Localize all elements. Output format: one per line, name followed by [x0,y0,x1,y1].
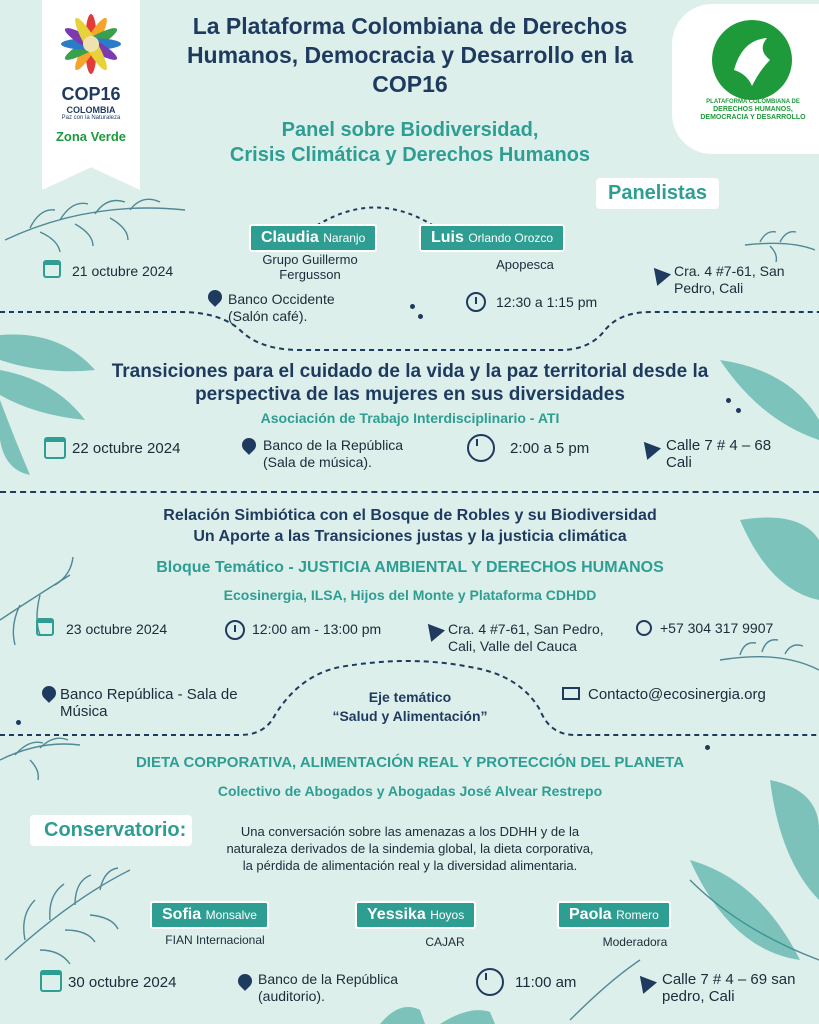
cop16-flower-logo [55,8,127,80]
panel-title-line1: Panel sobre Biodiversidad, [281,119,539,141]
event-venue: Banco de la República (Sala de música). [263,437,404,470]
speaker-last-name: Hoyos [430,908,465,922]
phone-icon [636,620,652,636]
eje-value: “Salud y Alimentación” [332,708,488,724]
event2-org: Asociación de Trabajo Interdisciplinario - ATI [260,410,560,426]
event-address: Cra. 4 #7-61, San Pedro, Cali [674,263,785,296]
speaker-last-name: Naranjo [323,231,366,245]
event-date: 22 octubre 2024 [72,440,181,457]
event-venue: Banco República - Sala de Música [60,686,238,720]
page-title: La Plataforma Colombiana de Derechos Humanos, Democracia y Desarrollo en la COP16 [186,13,634,97]
speaker-org: Moderadora [602,935,668,949]
cop16-country: COLOMBIA [66,105,116,115]
speaker-last-name: Orlando Orozco [468,231,554,245]
event3-orgs: Ecosinergia, ILSA, Hijos del Monte y Plataforma CDHDD [223,587,597,603]
event-time: 12:30 a 1:15 pm [496,294,598,310]
event4-title: DIETA CORPORATIVA, ALIMENTACIÓN REAL Y PROTECCIÓN DEL PLANETA [135,754,685,771]
event4-org: Colectivo de Abogados y Abogadas José Alvear Restrepo [217,783,603,799]
decor-dot [736,408,741,413]
plataforma-logo-line3: DEMOCRACIA Y DESARROLLO [700,114,806,121]
decor-dot [16,720,21,725]
event-email[interactable]: Contacto@ecosinergia.org [588,686,766,703]
event-date: 21 octubre 2024 [72,263,174,279]
speaker-org: FIAN Internacional [165,933,265,947]
speaker-org: Apopesca [496,257,554,272]
speaker-first-name: Paola [569,906,612,923]
plataforma-logo-line1: PLATAFORMA COLOMBIANA DE [706,99,800,105]
speaker-luis [419,224,565,252]
speaker-first-name: Sofia [162,906,202,923]
eje-label: Eje temático [368,689,452,705]
event-address: Calle 7 # 4 – 69 san pedro, Cali [662,971,796,1005]
speaker-last-name: Monsalve [205,908,257,922]
event-time: 2:00 a 5 pm [510,440,590,457]
event3-bloque: Bloque Temático - JUSTICIA AMBIENTAL Y DERECHOS HUMANOS [156,559,664,576]
event-phone: +57 304 317 9907 [660,620,774,636]
cop16-label: COP16 [61,84,121,104]
plataforma-logo-line2: DERECHOS HUMANOS, [713,106,793,113]
panelistas-tag: Panelistas [596,178,719,209]
clock-icon [476,968,504,996]
plataforma-logo-icon [712,20,792,100]
event3-title-line2: Un Aporte a las Transiciones justas y la justicia climática [193,528,627,545]
speaker-paola [557,901,671,929]
speaker-org: CAJAR [425,935,465,949]
event-venue: Banco Occidente (Salón café). [228,291,335,324]
speaker-first-name: Yessika [367,906,426,923]
calendar-icon [44,437,66,459]
speaker-sofia [150,901,269,929]
zona-verde-label: Zona Verde [55,129,127,144]
calendar-icon [40,970,62,992]
speaker-last-name: Romero [616,908,659,922]
event-date: 23 octubre 2024 [66,621,168,637]
event-date: 30 octubre 2024 [68,974,177,991]
event2-title: Transiciones para el cuidado de la vida y la paz territorial desde la perspectiva de las mujeres en sus diversidades [111,361,709,405]
decor-dot [705,745,710,750]
event-address: Cra. 4 #7-61, San Pedro, Cali, Valle del Cauca [448,621,604,654]
event-venue: Banco de la República (auditorio). [258,971,399,1004]
cop16-tagline: Paz con la Naturaleza [61,115,121,121]
conservatorio-tag: Conservatorio: [30,815,192,846]
speaker-yessika [355,901,476,929]
event4-description: Una conversación sobre las amenazas a los DDHH y de la naturaleza derivados de la sindemia global, la dieta corporativa, la pérdida de alimentación real y la diversidad alimentaria. [226,824,594,873]
event-address: Calle 7 # 4 – 68 Cali [666,437,772,471]
clock-icon [467,434,495,462]
speaker-org: Grupo Guillermo Fergusson [262,252,358,282]
mail-icon [562,687,580,700]
section-divider [0,491,819,493]
event-time: 12:00 am - 13:00 pm [252,621,382,637]
calendar-icon [36,618,54,636]
event3-title-line1: Relación Simbiótica con el Bosque de Robles y su Biodiversidad [163,507,657,524]
speaker-first-name: Luis [431,229,464,246]
calendar-icon [43,260,61,278]
clock-icon [225,620,245,640]
decor-dot [726,398,731,403]
speaker-first-name: Claudia [261,229,319,246]
speaker-claudia [249,224,377,252]
panel-title-line2: Crisis Climática y Derechos Humanos [229,144,591,166]
section-divider [0,300,819,360]
event-time: 11:00 am [515,974,577,991]
